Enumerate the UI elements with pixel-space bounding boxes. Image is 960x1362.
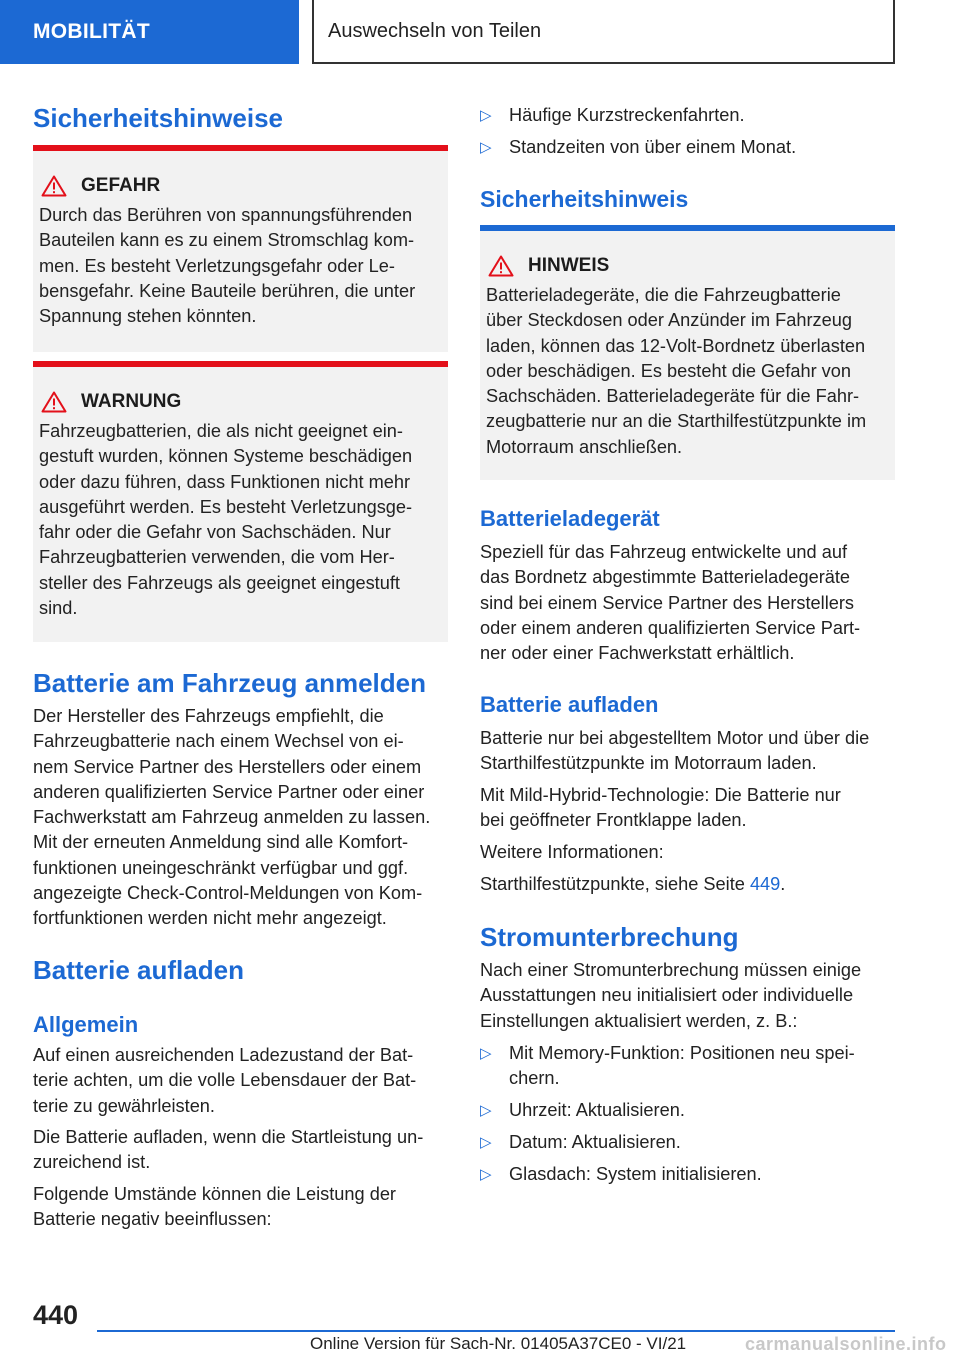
watermark: carmanualsonline.info (745, 1334, 947, 1354)
notice-label: HINWEIS (528, 255, 610, 276)
danger-label: GEFAHR (81, 175, 161, 196)
page-link-449[interactable]: 449 (749, 874, 781, 894)
paragraph-general-2: Die Batterie aufladen, wenn die Startleistung un- zureichend ist. (33, 1127, 424, 1173)
paragraph-general-1: Auf einen ausreichenden Ladezustand der Bat- terie achten, um die volle Lebensdauer der Bat- terie zu gewährleisten. (33, 1045, 417, 1116)
page-header (0, 0, 960, 66)
warning-label: WARNUNG (81, 391, 182, 412)
warning-triangle-icon (41, 175, 67, 197)
heading-charge-battery: Batterie aufladen (33, 955, 244, 985)
paragraph-charge-3: Weitere Informationen: (480, 842, 664, 862)
section-tab-mobility[interactable]: MOBILITÄT (0, 0, 299, 64)
heading-general: Allgemein (33, 1012, 139, 1037)
triangle-bullet-icon: ▷ (480, 1102, 492, 1119)
triangle-bullet-icon: ▷ (480, 107, 492, 124)
heading-battery-charger: Batterieladegerät (480, 506, 660, 531)
warning-notice-box (33, 361, 448, 642)
triangle-bullet-icon: ▷ (480, 1045, 492, 1062)
triangle-bullet-icon: ▷ (480, 1134, 492, 1151)
list-item: ▷ Mit Memory-Funktion: Positionen neu spei- chern. (480, 1043, 855, 1089)
heading-power-interruption: Stromunterbrechung (480, 922, 739, 952)
warning-triangle-icon (41, 391, 67, 413)
info-notice-box (480, 225, 895, 480)
paragraph-general-3: Folgende Umstände können die Leistung der Batterie negativ beeinflussen: (33, 1184, 396, 1230)
warning-title (39, 389, 442, 415)
danger-notice-box (33, 145, 448, 352)
paragraph-register-battery: Der Hersteller des Fahrzeugs empfiehlt, die Fahrzeugbatterie nach einem Wechsel von ei- nem Service Partner des Herstellers oder einem anderen qualifizierten Service Partner oder einer Fachwerkstatt am Fahrzeug anmelden zu lassen. Mit der erneuten Anmeldung sind alle Komfort- funktionen uneingeschränkt verfügbar und ggf. angezeigte Check-Control-Meldungen von Kom- fortfunktionen werden nicht mehr angezeigt. (33, 706, 431, 929)
list-item: ▷ Häufige Kurzstreckenfahrten. (480, 103, 895, 128)
warning-text: Fahrzeugbatterien, die als nicht geeignet ein- gestuft wurden, können Systeme beschädigen oder dazu führen, dass Funktionen nicht mehr ausgeführt werden. Es besteht Verletzungsge- fahr oder die Gefahr von Sachschäden. Nur Fahrzeugbatterien verwenden, die vom Her- steller des Fahrzeugs als geeignet eingestuft sind. (39, 421, 413, 619)
heading-safety-notes: Sicherheitshinweise (33, 103, 283, 133)
heading-safety-note: Sicherheitshinweis (480, 186, 689, 212)
list-item: ▷ Glasdach: System initialisieren. (480, 1162, 895, 1187)
paragraph-charge-2: Mit Mild-Hybrid-Technologie: Die Batterie nur bei geöffneter Frontklappe laden. (480, 785, 841, 831)
footer-version: Online Version für Sach-Nr. 01405A37CE0 - VI/21 (310, 1334, 687, 1353)
chapter-tab[interactable]: Auswechseln von Teilen (312, 0, 895, 64)
paragraph-power-interruption: Nach einer Stromunterbrechung müssen einige Ausstattungen neu initialisiert oder individuelle Einstellungen aktualisiert werden, z. B.: (480, 960, 862, 1031)
paragraph-battery-charger: Speziell für das Fahrzeug entwickelte und auf das Bordnetz abgestimmte Batterieladegeräte sind bei einem Service Partner des Herstellers oder einem anderen qualifizierten Service Part- ner oder einer Fachwerkstatt erhältlich. (480, 542, 861, 664)
heading-register-battery: Batterie am Fahrzeug anmelden (33, 668, 426, 698)
danger-title (39, 173, 442, 199)
list-item: ▷ Standzeiten von über einem Monat. (480, 135, 895, 160)
page-number: 440 (33, 1300, 79, 1330)
triangle-bullet-icon: ▷ (480, 139, 492, 156)
notice-text: Batterieladegeräte, die die Fahrzeugbatterie über Steckdosen oder Anzünder im Fahrzeug laden, können das 12-Volt-Bordnetz überlasten oder beschädigen. Es besteht die Gefahr von Sachschäden. Batterieladegeräte für die Fahr- zeugbatterie nur an die Starthilfestützpunkte im Motorraum anschließen. (486, 285, 867, 457)
paragraph-charge-1: Batterie nur bei abgestelltem Motor und über die Starthilfestützpunkte im Motorraum laden. (480, 728, 870, 774)
list-item: ▷ Datum: Aktualisieren. (480, 1130, 895, 1155)
notice-title (486, 253, 889, 279)
paragraph-charge-4: Starthilfestützpunkte, siehe Seite 449. (480, 874, 786, 894)
footer-divider (97, 1330, 895, 1332)
danger-text: Durch das Berühren von spannungsführenden Bauteilen kann es zu einem Stromschlag kom- men. Es besteht Verletzungsgefahr oder Le- bensgefahr. Keine Bauteile berühren, die unter Spannung stehen könnten. (39, 205, 416, 327)
warning-triangle-icon (488, 255, 514, 277)
list-item: ▷ Uhrzeit: Aktualisieren. (480, 1098, 895, 1123)
heading-charge-battery-right: Batterie aufladen (480, 692, 659, 717)
triangle-bullet-icon: ▷ (480, 1166, 492, 1183)
